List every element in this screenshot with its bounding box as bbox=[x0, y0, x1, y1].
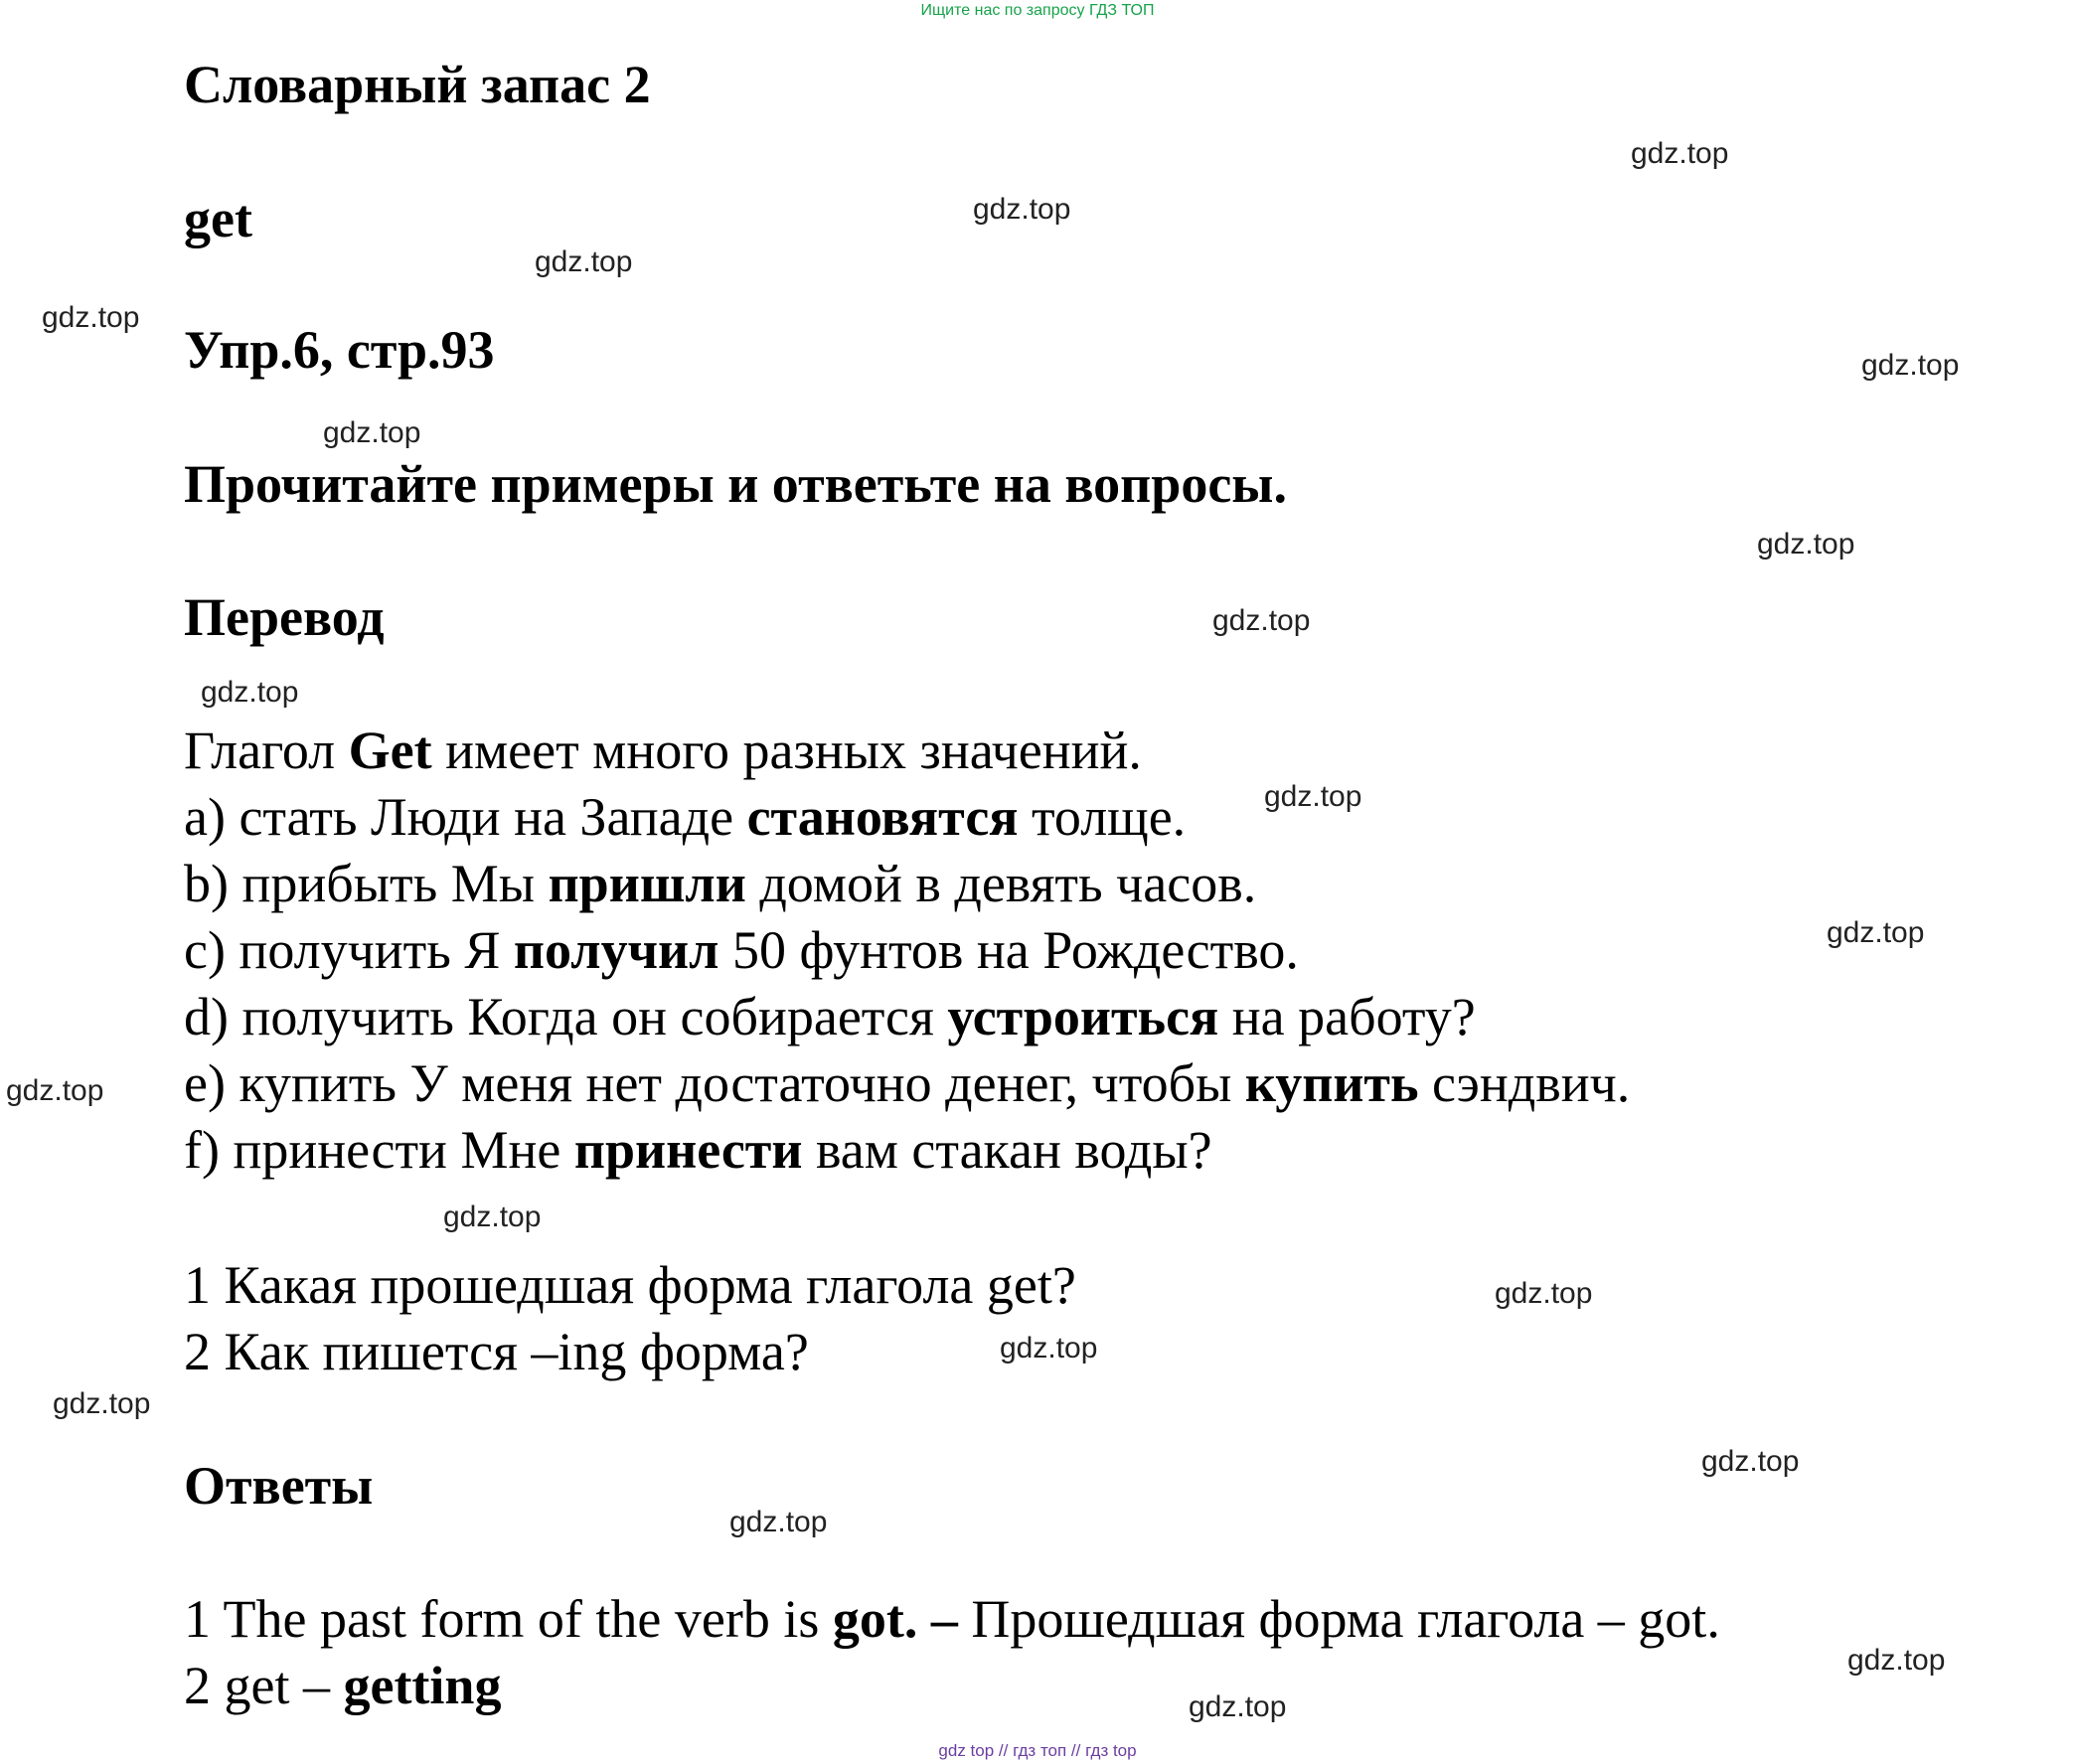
watermark: gdz.top bbox=[1827, 916, 1925, 949]
watermark: gdz.top bbox=[1212, 604, 1311, 637]
footer-links[interactable]: gdz top // гдз топ // гдз top bbox=[938, 1741, 1137, 1760]
watermark: gdz.top bbox=[6, 1074, 104, 1107]
exercise-heading: Упр.6, стр.93 bbox=[184, 320, 495, 380]
watermark: gdz.top bbox=[53, 1387, 151, 1420]
watermark: gdz.top bbox=[42, 301, 140, 334]
watermark: gdz.top bbox=[323, 416, 421, 449]
question-2: 2 Как пишется –ing форма? bbox=[184, 1322, 809, 1381]
translation-item: a) стать Люди на Западе становятся толще. bbox=[184, 787, 1187, 847]
watermark: gdz.top bbox=[1495, 1277, 1593, 1310]
watermark: gdz.top bbox=[729, 1506, 828, 1538]
translation-intro: Глагол Get имеет много разных значений. bbox=[184, 721, 1142, 780]
watermark: gdz.top bbox=[1189, 1690, 1287, 1723]
translation-item: d) получить Когда он собирается устроиться на работу? bbox=[184, 987, 1476, 1046]
page-title: Словарный запас 2 bbox=[184, 55, 651, 114]
translation-item: f) принести Мне принести вам стакан воды? bbox=[184, 1120, 1212, 1180]
watermark: gdz.top bbox=[1701, 1445, 1800, 1478]
watermark: gdz.top bbox=[1000, 1332, 1098, 1364]
watermark: gdz.top bbox=[1631, 137, 1729, 170]
watermark: gdz.top bbox=[1757, 528, 1855, 561]
word-heading: get bbox=[184, 189, 252, 248]
watermark: gdz.top bbox=[201, 676, 299, 709]
task-heading: Прочитайте примеры и ответьте на вопросы. bbox=[184, 454, 1287, 514]
promo-banner[interactable]: Ищите нас по запросу ГДЗ ТОП bbox=[920, 2, 1155, 19]
translation-item: c) получить Я получил 50 фунтов на Рождество. bbox=[184, 920, 1299, 980]
question-1: 1 Какая прошедшая форма глагола get? bbox=[184, 1255, 1076, 1315]
answer-1: 1 The past form of the verb is got. – Прошедшая форма глагола – got. bbox=[184, 1589, 1720, 1649]
watermark: gdz.top bbox=[1264, 780, 1362, 813]
answer-2: 2 get – getting bbox=[184, 1656, 502, 1715]
translation-heading: Перевод bbox=[184, 587, 385, 647]
watermark: gdz.top bbox=[535, 245, 633, 278]
watermark: gdz.top bbox=[1861, 349, 1960, 382]
translation-item: b) прибыть Мы пришли домой в девять часов. bbox=[184, 854, 1257, 913]
watermark: gdz.top bbox=[443, 1201, 542, 1233]
watermark: gdz.top bbox=[973, 193, 1071, 226]
watermark: gdz.top bbox=[1847, 1644, 1946, 1677]
answers-heading: Ответы bbox=[184, 1456, 374, 1516]
translation-item: e) купить У меня нет достаточно денег, чтобы купить сэндвич. bbox=[184, 1053, 1631, 1113]
